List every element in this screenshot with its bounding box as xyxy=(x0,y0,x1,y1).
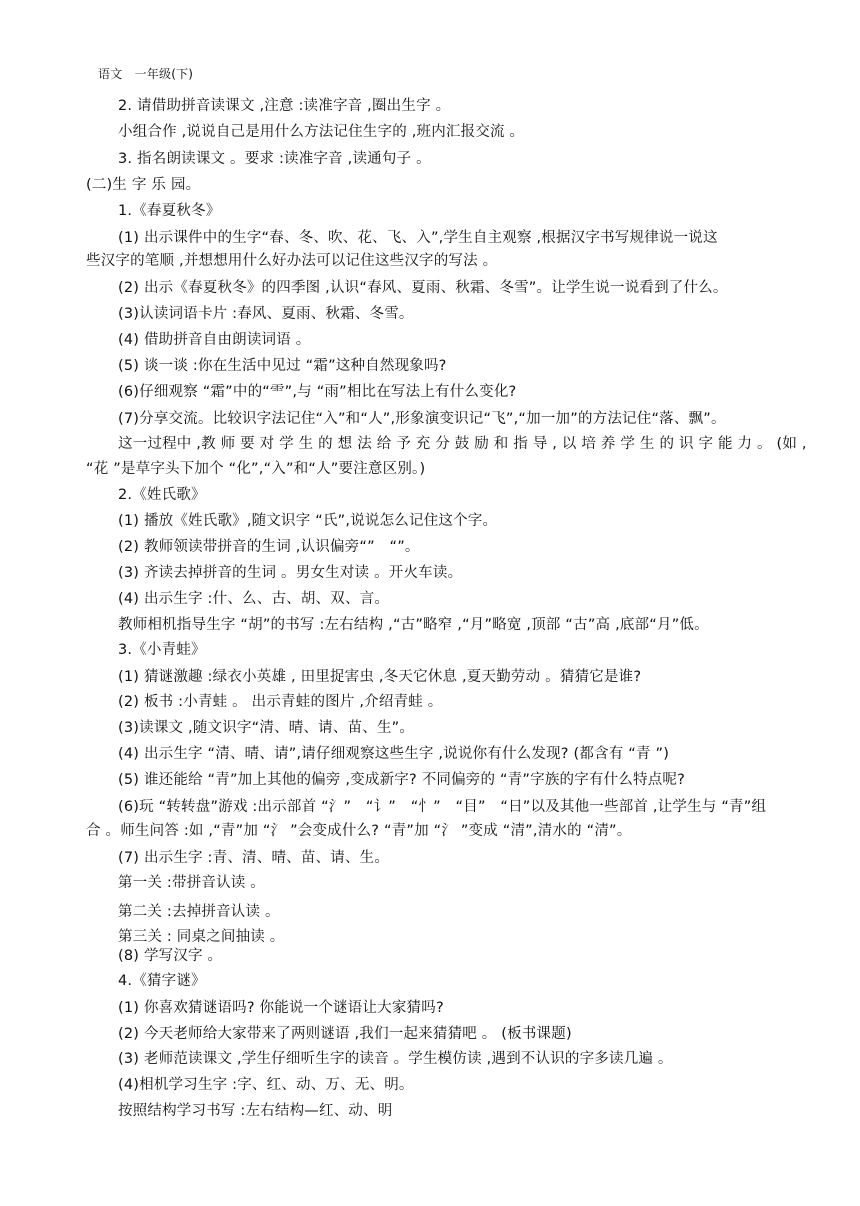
text-line: (1) 出示课件中的生字“春、冬、吹、花、飞、入”,学生自主观察 ,根据汉字书写规律说一说这 xyxy=(118,230,718,246)
text-line: (2) 今天老师给大家带来了两则谜语 ,我们一起来猜猜吧 。 (板书课题) xyxy=(118,1026,572,1042)
text-line: 些汉字的笔顺 ,并想想用什么好办法可以记住这些汉字的写法 。 xyxy=(86,253,498,269)
text-line: (4) 出示生字 “清、晴、请”,请仔细观察这些生字 ,说说你有什么发现? (都含有 “青 ”) xyxy=(118,746,670,762)
text-line: 第二关 :去掉拼音认读 。 xyxy=(118,904,280,920)
text-line: 第一关 :带拼音认读 。 xyxy=(118,875,266,891)
text-line: (5) 谈一谈 :你在生活中见过 “霜”这种自然现象吗? xyxy=(118,358,447,374)
text-line: (6)玩 “转转盘”游戏 :出示部首 “氵” “讠” “忄” “目” “日”以及其他一些部首 ,让学生与 “青”组 xyxy=(118,799,767,815)
text-line: (4)相机学习生字 :字、红、动、万、无、明。 xyxy=(118,1077,414,1093)
subsection-heading: 2.《姓氏歌》 xyxy=(118,487,206,503)
text-line: (3) 老师范读课文 ,学生仔细听生字的读音 。学生模仿读 ,遇到不认识的字多读几遍 。 xyxy=(118,1051,673,1067)
page-header: 语文 一年级(下) xyxy=(98,67,194,81)
text-line: 这一过程中 ,教 师 要 对 学 生 的 想 法 给 予 充 分 鼓 励 和 指 导 , 以 培 养 学 生 的 识 字 能 力 。 (如 , xyxy=(118,436,807,452)
text-line: (7) 出示生字 :青、清、晴、苗、请、生。 xyxy=(118,850,390,866)
text-line: 教师相机指导生字 “胡”的书写 :左右结构 ,“古”略窄 ,“月”略宽 ,顶部 “古”高 ,底部“月”低。 xyxy=(118,617,709,633)
text-line: 小组合作 ,说说自己是用什么方法记住生字的 ,班内汇报交流 。 xyxy=(118,124,525,140)
text-line: (8) 学写汉字 。 xyxy=(118,948,223,964)
text-line: 按照结构学习书写 :左右结构—红、动、明 xyxy=(118,1103,393,1119)
text-line: (2) 教师领读带拼音的生词 ,认识偏旁“” “”。 xyxy=(118,539,420,555)
text-line: 第三关 : 同桌之间抽读 。 xyxy=(118,929,285,945)
text-line: (1) 猜谜激趣 :绿衣小英雄 , 田里捉害虫 ,冬天它休息 ,夏天勤劳动 。猜猜它是谁? xyxy=(118,669,642,685)
subsection-heading: 3.《小青蛙》 xyxy=(118,642,206,658)
text-line: (1) 你喜欢猜谜语吗? 你能说一个谜语让大家猜吗? xyxy=(118,1000,444,1016)
text-line: (5) 谁还能给 “青”加上其他的偏旁 ,变成新字? 不同偏旁的 “青”字族的字有什么特点呢? xyxy=(118,772,686,788)
text-line: 合 。师生问答 :如 ,“青”加 “氵 ”会变成什么? “青”加 “氵 ”变成 “清”,清水的 “清”。 xyxy=(86,823,632,839)
subsection-heading: 1.《春夏秋冬》 xyxy=(118,203,221,219)
text-line: (3)读课文 ,随文识字“清、晴、请、苗、生”。 xyxy=(118,720,415,736)
text-line: (4) 借助拼音自由朗读词语 。 xyxy=(118,332,311,348)
text-line: (6)仔细观察 “霜”中的“⻗”,与 “雨”相比在写法上有什么变化? xyxy=(118,384,517,400)
text-line: (2) 出示《春夏秋冬》的四季图 ,认识“春风、夏雨、秋霜、冬雪”。让学生说一说看到了什么。 xyxy=(118,280,728,296)
text-line: (3) 齐读去掉拼音的生词 。男女生对读 。开火车读。 xyxy=(118,565,463,581)
text-line: 2. 请借助拼音读课文 ,注意 :读准字音 ,圈出生字 。 xyxy=(118,98,451,114)
text-line: (2) 板书 :小青蛙 。 出示青蛙的图片 ,介绍青蛙 。 xyxy=(118,694,443,710)
text-line: 3. 指名朗读课文 。要求 :读准字音 ,读通句子 。 xyxy=(118,151,431,167)
subsection-heading: 4.《猜字谜》 xyxy=(118,973,206,989)
text-line: (1) 播放《姓氏歌》,随文识字 “氏”,说说怎么记住这个字。 xyxy=(118,513,498,529)
text-line: “花 ”是草字头下加个 “化”,“入”和“人”要注意区别。) xyxy=(86,461,426,477)
text-line: (3)认读词语卡片 :春风、夏雨、秋霜、冬雪。 xyxy=(118,306,414,322)
text-line: (7)分享交流。比较识字法记住“入”和“人”,形象演变识记“飞”,“加一加”的方法记住“落、飘”。 xyxy=(118,411,726,427)
text-line: (4) 出示生字 :什、么、古、胡、双、言。 xyxy=(118,591,390,607)
section-heading: (二)生 字 乐 园。 xyxy=(86,177,201,193)
